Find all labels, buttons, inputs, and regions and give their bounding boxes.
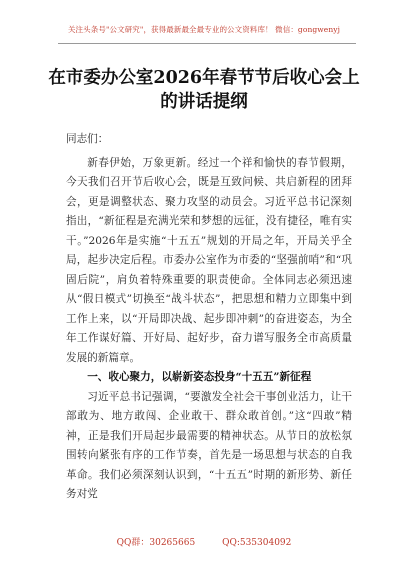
header-divider bbox=[58, 43, 356, 44]
header-note: 关注头条号"公文研究"，获得最新最全最专业的公文资料库！ 微信：gongwenyj bbox=[67, 25, 341, 34]
title-line-2: 的讲话提纲 bbox=[160, 92, 248, 112]
body-paragraph: 新春伊始，万象更新。经过一个祥和愉快的春节假期，今天我们召开节后收心会，既是互致问候、共启新程的团拜会，更是调整状态、聚力攻坚的动员会。习近平总书记深刻指出，“新征程是充满光荣和梦想的远征，没有捷径，唯有实干。”2026年是实施“十五五”规划的开局之年，开局关乎全局，起步决定后程。市委办公室作为市委的“坚强前哨”和“巩固后院”，肩负着特殊重要的职责使命。全体同志必须迅速从“假日模式”切换至“战斗状态”，把思想和精力立即集中到工作上来，以“开局即决战、起步即冲刺”的奋进姿态，为全年工作谋好篇、开好局、起好步，奋力谱写服务全市高质量发展的新篇章。 bbox=[66, 156, 352, 364]
title-line-1: 在市委办公室2026年春节节后收心会上 bbox=[48, 68, 360, 88]
section-paragraph: 习近平总书记强调，“要激发全社会干事创业活力，让干部敢为、地方敢闯、企业敢干、群众敢首创。”这“四敢”精神，正是我们开局起步最需要的精神状态。从节日的放松氛围转向紧张有序的工作节奏，首先是一场思想与状态的自我革命。我们必须深刻认识到，“十五五”时期的新形势、新任务对党 bbox=[66, 390, 352, 500]
salutation: 同志们： bbox=[66, 133, 109, 145]
footer bbox=[0, 535, 408, 548]
document-title bbox=[30, 66, 378, 114]
document-body bbox=[66, 130, 352, 505]
section-heading: 一、收心聚力，以崭新姿态投身“十五五”新征程 bbox=[87, 371, 312, 383]
footer-qq: QQ:535304092 bbox=[222, 538, 292, 548]
footer-qq-group: QQ群：30265665 bbox=[116, 538, 196, 548]
